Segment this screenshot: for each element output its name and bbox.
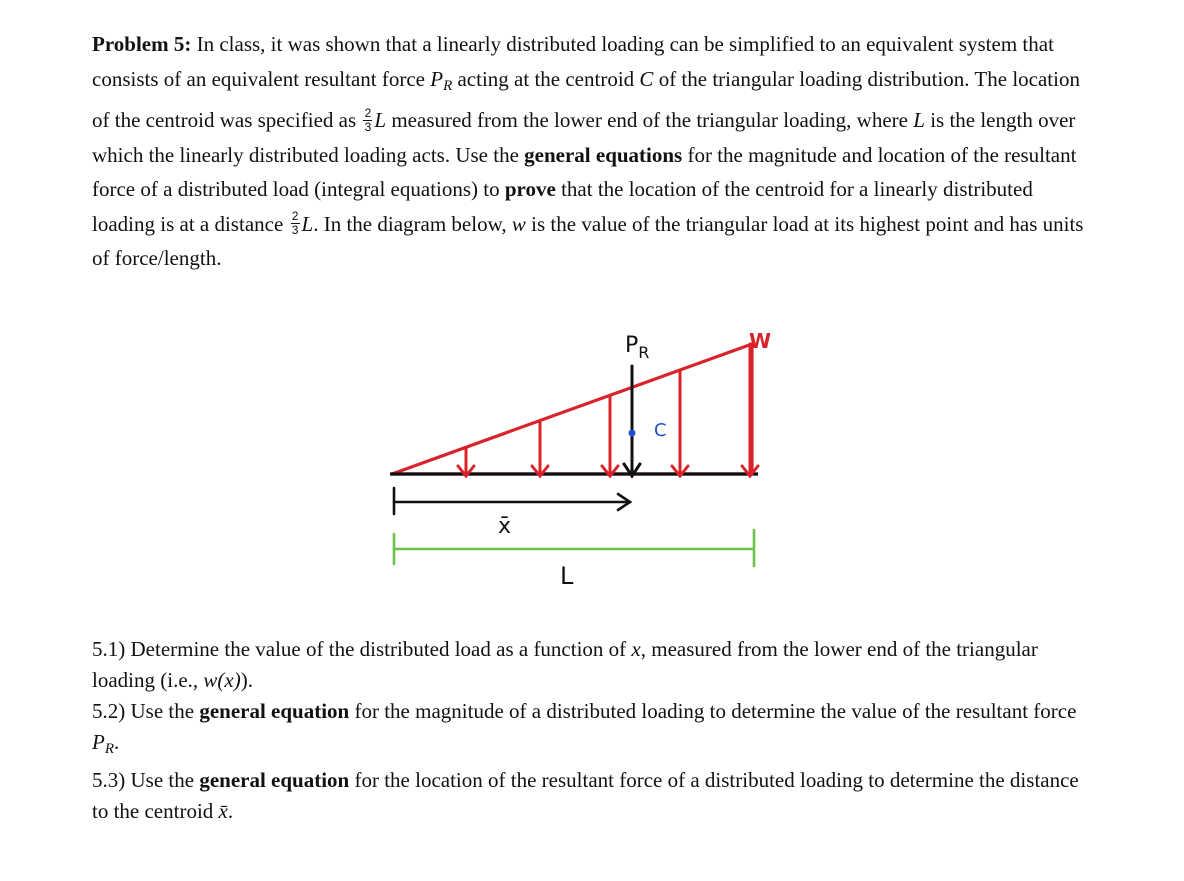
- general-equation-bold-1: general equation: [199, 699, 350, 723]
- w-label: W: [749, 329, 772, 353]
- intro-text-2: acting at the centroid: [457, 66, 635, 91]
- load-arrow-4: [672, 370, 688, 476]
- general-equation-bold-2: general equation: [199, 768, 350, 792]
- load-arrow-5: [742, 344, 758, 476]
- problem-heading: Problem 5:: [92, 32, 192, 56]
- fraction-numerator: 2: [364, 105, 372, 120]
- fraction-two-thirds-2: [291, 211, 300, 236]
- fraction-two-thirds: [363, 105, 372, 134]
- intro-text-9: is the value of the triangular load at its highest point and has units of force/length.: [92, 211, 1084, 270]
- c-symbol: C: [639, 66, 654, 91]
- pr-symbol-q2: P: [92, 730, 105, 754]
- intro-text-6: for the magnitude and location of the resultant force of a distributed load (integral equations) to: [92, 142, 1077, 201]
- l-symbol-3: L: [301, 211, 314, 236]
- c-label: C: [654, 420, 667, 441]
- question-5-3: 5.3) Use the general equation for the location of the resultant force of a distributed loading to determine the distance to the centroid x̄.: [92, 768, 1079, 823]
- l-label: L: [560, 562, 574, 590]
- xbar-symbol-q3: x̄: [218, 799, 228, 823]
- pr-subscript: R: [443, 77, 453, 94]
- intro-text-4: measured from the lower end of the triangular loading, where: [391, 108, 908, 132]
- load-arrow-1: [458, 448, 474, 476]
- questions: [92, 634, 1092, 827]
- pr-symbol: P: [430, 66, 444, 91]
- l-dimension: [394, 530, 754, 566]
- question-5-2: 5.2) Use the general equation for the magnitude of a distributed loading to determine the value of the resultant force $P_R$.: [92, 699, 1077, 757]
- prove-bold: prove: [504, 177, 556, 201]
- intro-text-3: of the triangular loading distribution. The location of the centroid was specified as: [92, 66, 1080, 132]
- xbar-dimension: [394, 488, 630, 514]
- fraction-denominator-2: 3: [291, 223, 299, 238]
- triangular-load-outline: [392, 344, 752, 474]
- intro-text-5: is the length over which the linearly distributed loading acts. Use the: [92, 108, 1076, 167]
- question-5-1: 5.1) Determine the value of the distributed load as a function of x, measured from the lower end of the triangular loading (i.e., w(x)).: [92, 637, 1038, 692]
- load-arrow-2: [532, 422, 548, 476]
- intro-text-1: In class, it was shown that a linearly distributed loading can be simplified to an equivalent system that consists of an equivalent resultant force: [92, 32, 1054, 91]
- problem-statement: [92, 27, 1092, 276]
- pr-label: $P_R$: [625, 333, 650, 362]
- l-symbol-2: L: [913, 108, 925, 132]
- resultant-force-arrow: [624, 366, 640, 476]
- fraction-denominator: 3: [364, 119, 372, 134]
- l-symbol: L: [374, 108, 387, 132]
- load-arrows: [458, 344, 758, 476]
- x-symbol: x: [631, 637, 641, 661]
- wx-symbol: w(x): [203, 668, 241, 692]
- intro-text-8: . In the diagram below,: [313, 211, 507, 236]
- intro-text-7: that the location of the centroid for a linearly distributed loading is at a distance: [92, 177, 1033, 236]
- general-equations-bold: general equations: [524, 142, 683, 167]
- pr-subscript-q2: R: [104, 741, 114, 757]
- xbar-label: x̄: [498, 514, 512, 539]
- fraction-numerator-2: 2: [291, 209, 299, 224]
- triangular-load-diagram: [380, 316, 800, 596]
- w-symbol: w: [511, 211, 526, 236]
- centroid-dot: [629, 430, 636, 437]
- load-arrow-3: [602, 396, 618, 476]
